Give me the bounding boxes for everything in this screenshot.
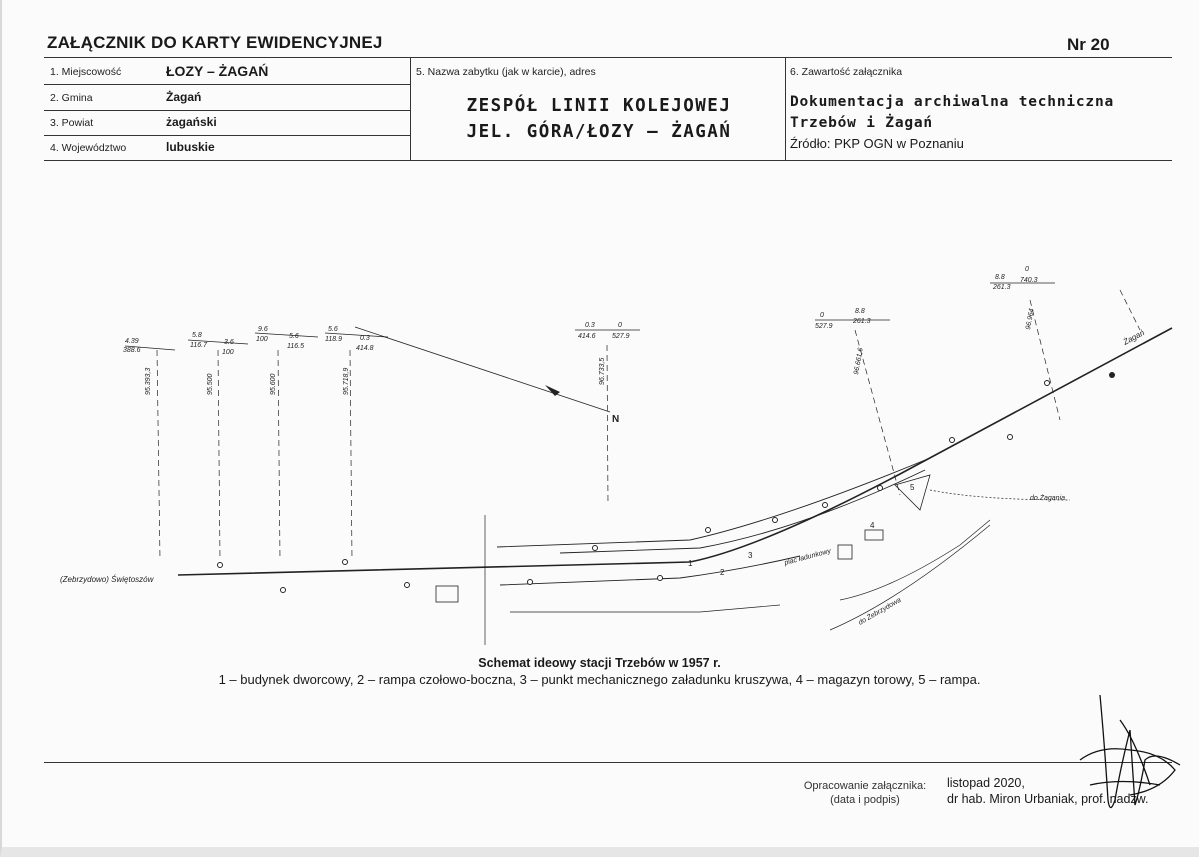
- siding-track-2: [560, 470, 925, 553]
- gradient-26: 740.3: [1020, 277, 1038, 284]
- gradient-16: 414.6: [578, 333, 596, 340]
- gradient-20: 527.9: [815, 323, 833, 330]
- drawing-caption-title: Schemat ideowy stacji Trzebów w 1957 r.: [478, 656, 721, 670]
- monument-name-line1: ZESPÓŁ LINII KOLEJOWEJ: [466, 96, 732, 116]
- gradient-11: 5.6: [328, 326, 338, 333]
- gradient-25: 0: [1025, 266, 1029, 273]
- gradient-14: 414.8: [356, 345, 374, 352]
- gradient-1: 4.39: [125, 338, 139, 345]
- station-number-4: 4: [870, 521, 875, 530]
- chainage-6: 96.661,6: [853, 347, 865, 376]
- place-value: ŁOZY – ŻAGAŃ: [166, 63, 269, 79]
- ramp: [436, 586, 458, 602]
- gradient-2: 388.6: [123, 347, 141, 354]
- drawing-caption-legend: 1 – budynek dworcowy, 2 – rampa czołowo-boczna, 3 – punkt mechanicznego załadunku kruszywa, 4 – magazyn torowy, 5 – rampa.: [218, 672, 981, 687]
- gradient-3: 5.8: [192, 332, 202, 339]
- chainage-5: 96.733,5: [599, 357, 606, 385]
- content-label: 6. Zawartość załącznika: [790, 66, 903, 78]
- station-number-3: 3: [748, 551, 753, 560]
- label-right: Żagań: [1121, 328, 1146, 347]
- road-right-label: do Żagania: [1030, 495, 1066, 502]
- gradient-10: 116.5: [287, 343, 304, 350]
- yard-road: [510, 605, 780, 612]
- chainage-7: 96.964: [1025, 308, 1036, 331]
- chainage-4: 95.718,9: [343, 367, 350, 395]
- content-line2: Trzebów i Żagań: [790, 115, 933, 131]
- district-value: żagański: [166, 115, 217, 129]
- label-left: (Zebrzydowo) Świętoszów: [60, 575, 154, 584]
- monument-name-line2: JEL. GÓRA/ŁOZY – ŻAGAŃ: [466, 122, 732, 142]
- crossing: [895, 475, 930, 510]
- north-label: N: [612, 414, 620, 425]
- chainage-2: 95.500: [207, 373, 214, 395]
- platform-label: plac ładunkowy: [783, 547, 832, 567]
- gradient-6: 100: [222, 349, 234, 356]
- chainage-1: 95.393,3: [145, 367, 152, 395]
- commune-label: 2. Gmina: [50, 92, 93, 104]
- gradient-5: 3.6: [224, 339, 234, 346]
- gradient-13: 0.3: [360, 335, 370, 342]
- attachment-number: Nr 20: [1067, 35, 1110, 54]
- gradient-17: 0: [618, 322, 622, 329]
- station-number-1: 1: [688, 559, 693, 568]
- gradient-8: 100: [256, 336, 268, 343]
- prepared-date: listopad 2020,: [947, 776, 1025, 790]
- voivodeship-label: 4. Województwo: [50, 142, 127, 154]
- gradient-7: 9.6: [258, 326, 268, 333]
- voivodeship-value: lubuskie: [166, 140, 215, 154]
- road-to-zebrzydowa: [830, 525, 990, 630]
- gradient-24: 261.3: [993, 284, 1011, 291]
- prepared-label: Opracowanie załącznika:: [803, 780, 927, 792]
- gradient-12: 118.9: [325, 336, 342, 343]
- commune-value: Żagań: [166, 90, 202, 104]
- road-bottom-label: do Żebrzydowa: [857, 596, 903, 627]
- chainage-3: 95.600: [270, 373, 277, 395]
- monument-label: 5. Nazwa zabytku (jak w karcie), adres: [416, 66, 596, 78]
- gradient-18: 527.9: [612, 333, 630, 340]
- document-title: ZAŁĄCZNIK DO KARTY EWIDENCYJNEJ: [47, 33, 383, 52]
- station-number-2: 2: [720, 568, 725, 577]
- gradient-9: 5.6: [289, 333, 299, 340]
- gradient-19: 0: [820, 312, 824, 319]
- place-label: 1. Miejscowość: [50, 66, 122, 78]
- district-label: 3. Powiat: [50, 117, 94, 129]
- gradient-15: 0.3: [585, 322, 595, 329]
- main-track: [178, 328, 1172, 575]
- road-lower-right: [840, 520, 990, 600]
- station-number-5: 5: [910, 483, 915, 492]
- content-line1: Dokumentacja archiwalna techniczna: [790, 94, 1115, 110]
- warehouse: [865, 530, 883, 540]
- gradient-21: 8.8: [855, 308, 865, 315]
- siding-track-lower: [500, 556, 800, 585]
- footer-rule: [44, 762, 1172, 763]
- gradient-4: 116.7: [190, 342, 207, 349]
- station-building: [838, 545, 852, 559]
- gradient-23: 8.8: [995, 274, 1005, 281]
- gradient-22: 261.3: [853, 318, 871, 325]
- signature: [1060, 690, 1190, 820]
- prepared-sub: (data i podpis): [830, 794, 900, 806]
- north-arrow: [355, 327, 610, 412]
- content-source: Źródło: PKP OGN w Poznaniu: [790, 136, 964, 151]
- prepared-author: dr hab. Miron Urbaniak, prof. nadzw.: [947, 792, 1149, 806]
